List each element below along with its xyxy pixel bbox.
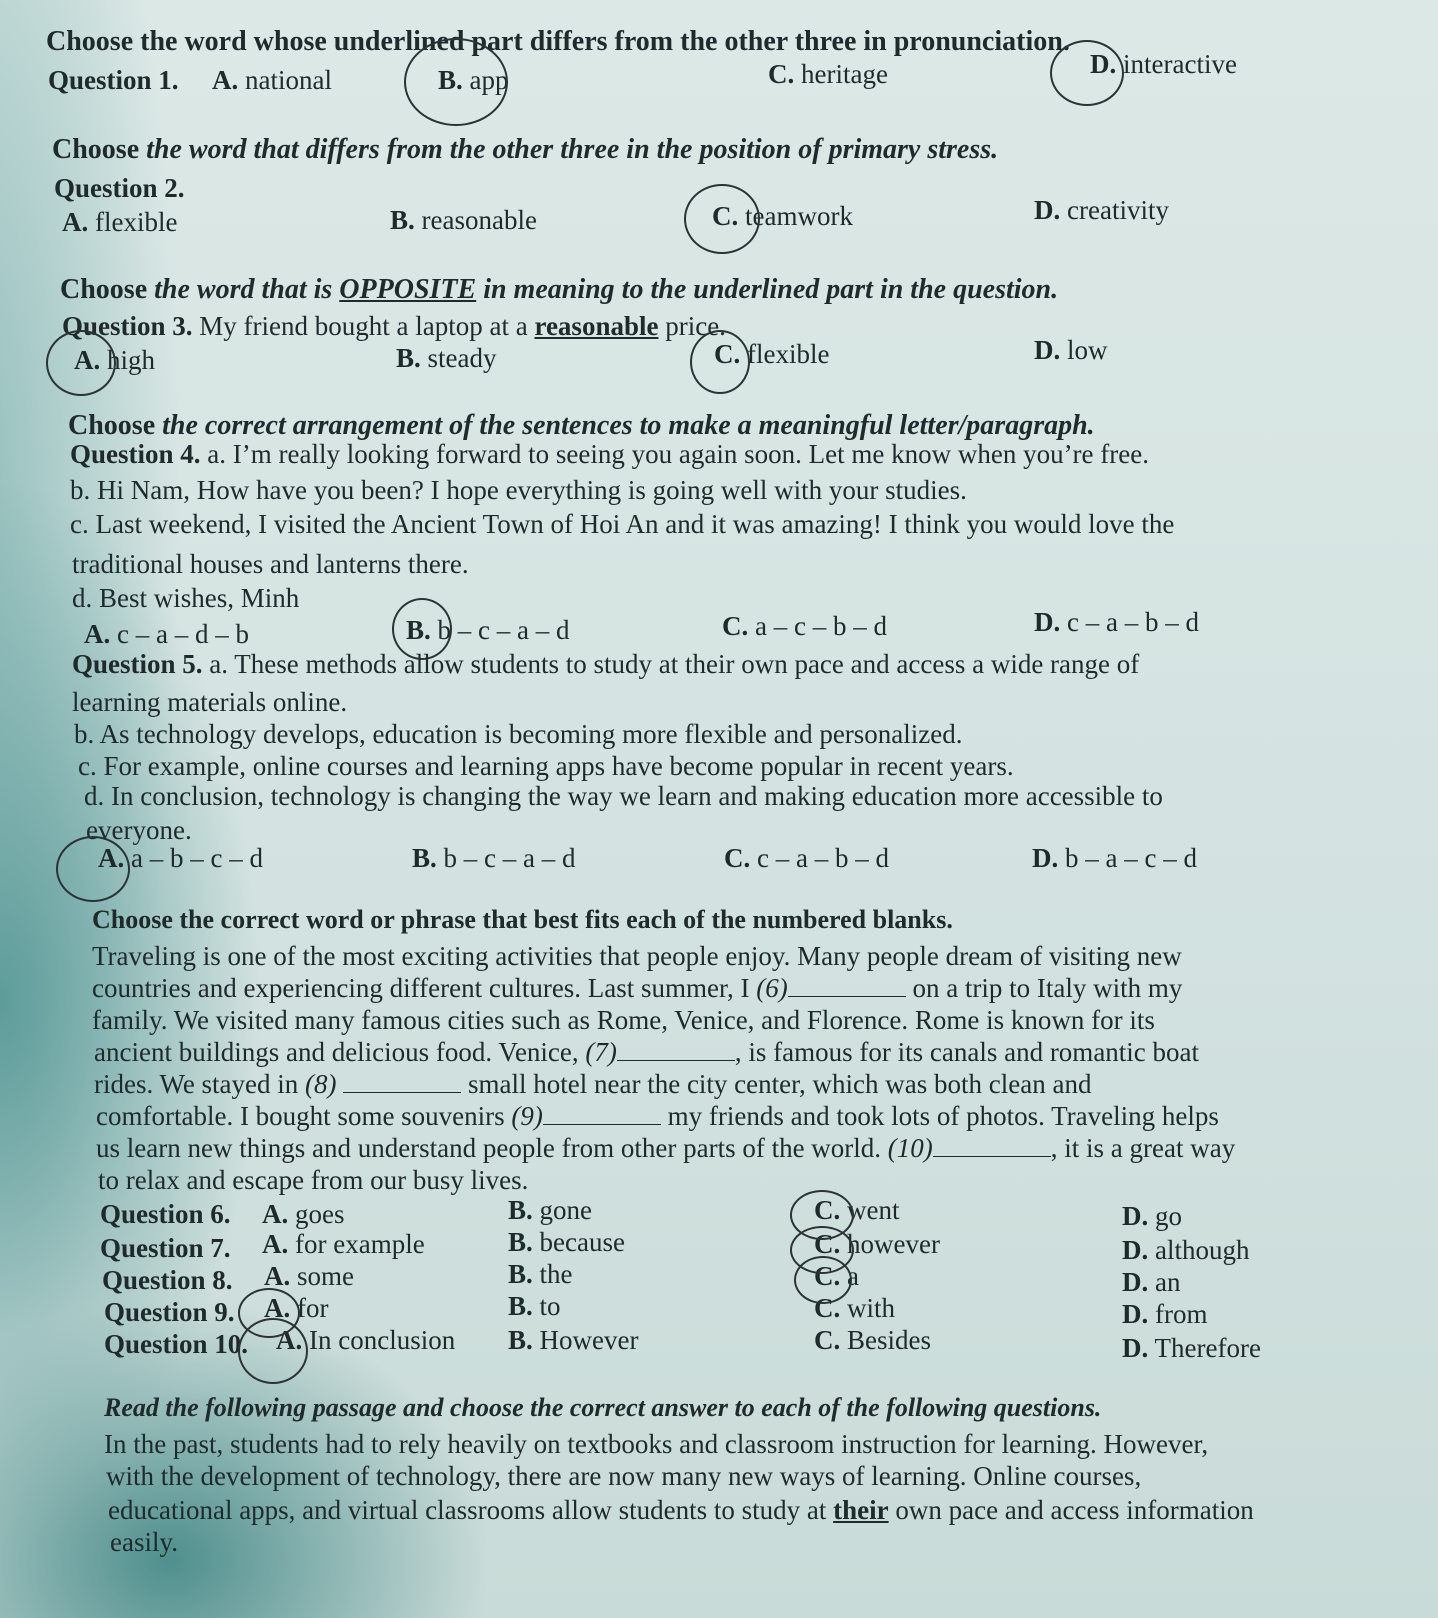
option-letter: C. bbox=[814, 1325, 841, 1355]
q6-label: Question 6. bbox=[100, 1199, 231, 1229]
option-letter: D. bbox=[1122, 1235, 1149, 1265]
blank-10[interactable] bbox=[933, 1134, 1051, 1157]
passage-line: Traveling is one of the most exciting activities that people enjoy. Many people dream of visiting new bbox=[92, 941, 1182, 971]
passage-line: us learn new things and understand people from other parts of the world. (10) , it is a great way bbox=[96, 1133, 1236, 1163]
option-text: c – a – b – d bbox=[1067, 607, 1199, 637]
q4-sentence-a: Question 4. a. I’m really looking forward to seeing you again soon. Let me know when you’re free. bbox=[70, 439, 1149, 469]
option-text: In conclusion bbox=[309, 1325, 456, 1355]
q5-option-a[interactable] bbox=[98, 842, 263, 874]
q9-option-a[interactable] bbox=[264, 1292, 328, 1324]
option-letter: D. bbox=[1122, 1333, 1149, 1363]
option-text: gone bbox=[539, 1195, 592, 1225]
q6-option-b[interactable] bbox=[508, 1194, 592, 1226]
q1-option-b[interactable] bbox=[438, 64, 509, 96]
option-letter: B. bbox=[438, 65, 463, 95]
option-text: a – c – b – d bbox=[755, 611, 887, 641]
q5-option-b[interactable] bbox=[412, 842, 575, 874]
option-letter: C. bbox=[714, 339, 741, 369]
q5-sentence-d-cont: everyone. bbox=[86, 815, 192, 845]
option-text: However bbox=[539, 1325, 639, 1355]
option-letter: A. bbox=[212, 65, 239, 95]
q4-sentence-c-cont: traditional houses and lanterns there. bbox=[72, 549, 469, 579]
option-text: high bbox=[107, 345, 156, 375]
q3-option-a[interactable] bbox=[74, 344, 155, 376]
q6-option-a[interactable] bbox=[262, 1198, 345, 1230]
option-text: b – c – a – d bbox=[443, 843, 576, 873]
q5-option-c[interactable] bbox=[724, 842, 889, 874]
option-letter: C. bbox=[712, 201, 739, 231]
q1-option-c[interactable] bbox=[768, 58, 888, 90]
passage-line: educational apps, and virtual classrooms allow students to study at their own pace and access information bbox=[108, 1495, 1254, 1525]
section6-instruction: Read the following passage and choose the correct answer to each of the following questions. bbox=[104, 1393, 1102, 1422]
option-letter: D. bbox=[1034, 607, 1061, 637]
section4-instruction: Choose the correct arrangement of the sentences to make a meaningful letter/paragraph. bbox=[68, 410, 1095, 441]
q1-option-a[interactable] bbox=[212, 64, 332, 96]
q4-option-d[interactable] bbox=[1034, 606, 1199, 638]
option-text: b – c – a – d bbox=[437, 615, 570, 645]
option-letter: B. bbox=[396, 343, 421, 373]
option-letter: C. bbox=[724, 843, 751, 873]
option-text: from bbox=[1155, 1299, 1208, 1329]
q5-sentence-a-cont: learning materials online. bbox=[72, 687, 348, 717]
q4-option-b[interactable] bbox=[406, 614, 569, 646]
passage-line: countries and experiencing different cultures. Last summer, I (6) on a trip to Italy with my bbox=[92, 973, 1183, 1003]
q10-option-d[interactable] bbox=[1122, 1332, 1261, 1364]
q3-option-c[interactable] bbox=[714, 338, 829, 370]
section2-instruction: Choose the word that differs from the other three in the position of primary stress. bbox=[52, 134, 999, 165]
passage-line: In the past, students had to rely heavily on textbooks and classroom instruction for learning. However, bbox=[104, 1429, 1209, 1459]
section1-instruction: Choose the word whose underlined part differs from the other three in pronunciation. bbox=[46, 26, 1070, 57]
q2-option-a[interactable] bbox=[62, 206, 177, 238]
option-letter: C. bbox=[814, 1293, 841, 1323]
option-text: go bbox=[1155, 1201, 1182, 1231]
q2-label: Question 2. bbox=[54, 173, 185, 203]
option-text: a – b – c – d bbox=[131, 843, 263, 873]
option-letter: B. bbox=[508, 1195, 533, 1225]
option-text: some bbox=[297, 1261, 354, 1291]
q9-option-b[interactable] bbox=[508, 1290, 561, 1322]
option-letter: A. bbox=[62, 207, 89, 237]
q10-option-a[interactable] bbox=[276, 1324, 455, 1356]
q1-label: Question 1. bbox=[48, 65, 179, 95]
q5-sentence-b: b. As technology develops, education is becoming more flexible and personalized. bbox=[74, 719, 963, 749]
option-text: Therefore bbox=[1154, 1333, 1261, 1363]
passage-line: ancient buildings and delicious food. Venice, (7) , is famous for its canals and romantic boat bbox=[94, 1037, 1200, 1067]
option-text: however bbox=[847, 1229, 940, 1259]
option-letter: A. bbox=[276, 1325, 303, 1355]
option-letter: C. bbox=[814, 1261, 841, 1291]
option-letter: A. bbox=[98, 843, 125, 873]
option-text: creativity bbox=[1067, 195, 1169, 225]
q6-option-d[interactable] bbox=[1122, 1200, 1182, 1232]
option-text: flexible bbox=[747, 339, 830, 369]
option-text: flexible bbox=[95, 207, 178, 237]
q1-option-d[interactable] bbox=[1090, 48, 1237, 80]
option-text: a bbox=[847, 1261, 859, 1291]
q5-sentence-a: Question 5. a. These methods allow students to study at their own pace and access a wide range of bbox=[72, 649, 1140, 679]
q4-option-a[interactable] bbox=[84, 618, 249, 650]
q8-option-c[interactable] bbox=[814, 1260, 859, 1292]
option-letter: B. bbox=[508, 1291, 533, 1321]
option-letter: D. bbox=[1090, 49, 1117, 79]
q10-option-c[interactable] bbox=[814, 1324, 931, 1356]
q7-label: Question 7. bbox=[100, 1233, 231, 1263]
option-letter: A. bbox=[264, 1261, 291, 1291]
q8-option-b[interactable] bbox=[508, 1258, 573, 1290]
option-letter: A. bbox=[262, 1199, 289, 1229]
option-letter: A. bbox=[262, 1229, 289, 1259]
option-text: for bbox=[297, 1293, 329, 1323]
option-letter: D. bbox=[1122, 1201, 1149, 1231]
option-letter: C. bbox=[722, 611, 749, 641]
option-text: goes bbox=[295, 1199, 345, 1229]
q7-option-c[interactable] bbox=[814, 1228, 940, 1260]
option-letter: D. bbox=[1032, 843, 1059, 873]
option-letter: C. bbox=[814, 1195, 841, 1225]
option-letter: B. bbox=[406, 615, 431, 645]
option-letter: D. bbox=[1034, 335, 1061, 365]
q2-option-d[interactable] bbox=[1034, 194, 1169, 226]
option-text: national bbox=[245, 65, 332, 95]
option-text: interactive bbox=[1123, 49, 1237, 79]
q7-option-a[interactable] bbox=[262, 1228, 425, 1260]
option-letter: C. bbox=[814, 1229, 841, 1259]
q3-option-d[interactable] bbox=[1034, 334, 1108, 366]
q8-option-d[interactable] bbox=[1122, 1266, 1180, 1298]
option-letter: B. bbox=[508, 1325, 533, 1355]
passage-line: rides. We stayed in (8) small hotel near the city center, which was both clean and bbox=[94, 1069, 1092, 1099]
q9-option-c[interactable] bbox=[814, 1292, 895, 1324]
q7-option-b[interactable] bbox=[508, 1226, 625, 1258]
q3-stem: Question 3. My friend bought a laptop at a reasonable price. bbox=[62, 311, 726, 341]
option-text: heritage bbox=[801, 59, 888, 89]
blank-8[interactable] bbox=[343, 1070, 461, 1093]
option-text: an bbox=[1155, 1267, 1181, 1297]
option-letter: B. bbox=[508, 1227, 533, 1257]
blank-6[interactable] bbox=[788, 974, 906, 997]
q10-option-b[interactable] bbox=[508, 1324, 638, 1356]
option-text: steady bbox=[427, 343, 497, 373]
option-letter: A. bbox=[74, 345, 101, 375]
passage-line: comfortable. I bought some souvenirs (9) my friends and took lots of photos. Traveling helps bbox=[96, 1101, 1219, 1131]
option-text: low bbox=[1067, 335, 1108, 365]
option-text: app bbox=[469, 65, 509, 95]
blank-9[interactable] bbox=[543, 1102, 661, 1125]
q9-option-d[interactable] bbox=[1122, 1298, 1207, 1330]
q2-option-b[interactable] bbox=[390, 204, 537, 236]
blank-7[interactable] bbox=[617, 1038, 735, 1061]
option-text: teamwork bbox=[745, 201, 853, 231]
option-text: reasonable bbox=[421, 205, 537, 235]
q8-option-a[interactable] bbox=[264, 1260, 354, 1292]
option-text: c – a – d – b bbox=[117, 619, 249, 649]
q6-option-c[interactable] bbox=[814, 1194, 899, 1226]
option-letter: A. bbox=[264, 1293, 291, 1323]
q4-sentence-b: b. Hi Nam, How have you been? I hope everything is going well with your studies. bbox=[70, 475, 967, 505]
option-text: the bbox=[539, 1259, 573, 1289]
passage-line: easily. bbox=[110, 1527, 178, 1557]
passage-line: family. We visited many famous cities such as Rome, Venice, and Florence. Rome is known for its bbox=[92, 1005, 1155, 1035]
passage-line: with the development of technology, there are now many new ways of learning. Online courses, bbox=[106, 1461, 1142, 1491]
q7-option-d[interactable] bbox=[1122, 1234, 1250, 1266]
q4-sentence-d: d. Best wishes, Minh bbox=[72, 583, 300, 613]
q4-sentence-c: c. Last weekend, I visited the Ancient Town of Hoi An and it was amazing! I think you would love the bbox=[70, 509, 1175, 539]
q4-option-c[interactable] bbox=[722, 610, 887, 642]
option-letter: D. bbox=[1122, 1299, 1149, 1329]
q2-option-c[interactable] bbox=[712, 200, 853, 232]
section5-instruction: Choose the correct word or phrase that best fits each of the numbered blanks. bbox=[92, 905, 953, 934]
option-text: because bbox=[539, 1227, 625, 1257]
option-text: went bbox=[847, 1195, 900, 1225]
section3-instruction: Choose the word that is OPPOSITE in meaning to the underlined part in the question. bbox=[60, 274, 1059, 305]
q8-label: Question 8. bbox=[102, 1265, 233, 1295]
option-text: Besides bbox=[847, 1325, 931, 1355]
q5-option-d[interactable] bbox=[1032, 842, 1197, 874]
option-letter: B. bbox=[412, 843, 437, 873]
option-letter: D. bbox=[1122, 1267, 1149, 1297]
passage-line: to relax and escape from our busy lives. bbox=[98, 1165, 529, 1195]
option-text: c – a – b – d bbox=[757, 843, 889, 873]
q3-option-b[interactable] bbox=[396, 342, 497, 374]
option-text: b – a – c – d bbox=[1065, 843, 1197, 873]
q10-label: Question 10. bbox=[104, 1329, 249, 1359]
q9-label: Question 9. bbox=[104, 1297, 235, 1327]
q5-sentence-d: d. In conclusion, technology is changing the way we learn and making education more accessible to bbox=[84, 781, 1163, 811]
option-letter: D. bbox=[1034, 195, 1061, 225]
option-text: to bbox=[539, 1291, 561, 1321]
option-letter: A. bbox=[84, 619, 111, 649]
q5-sentence-c: c. For example, online courses and learning apps have become popular in recent years. bbox=[78, 751, 1014, 781]
option-letter: B. bbox=[508, 1259, 533, 1289]
option-text: for example bbox=[295, 1229, 425, 1259]
option-letter: C. bbox=[768, 59, 795, 89]
option-text: with bbox=[847, 1293, 896, 1323]
option-letter: B. bbox=[390, 205, 415, 235]
option-text: although bbox=[1155, 1235, 1250, 1265]
